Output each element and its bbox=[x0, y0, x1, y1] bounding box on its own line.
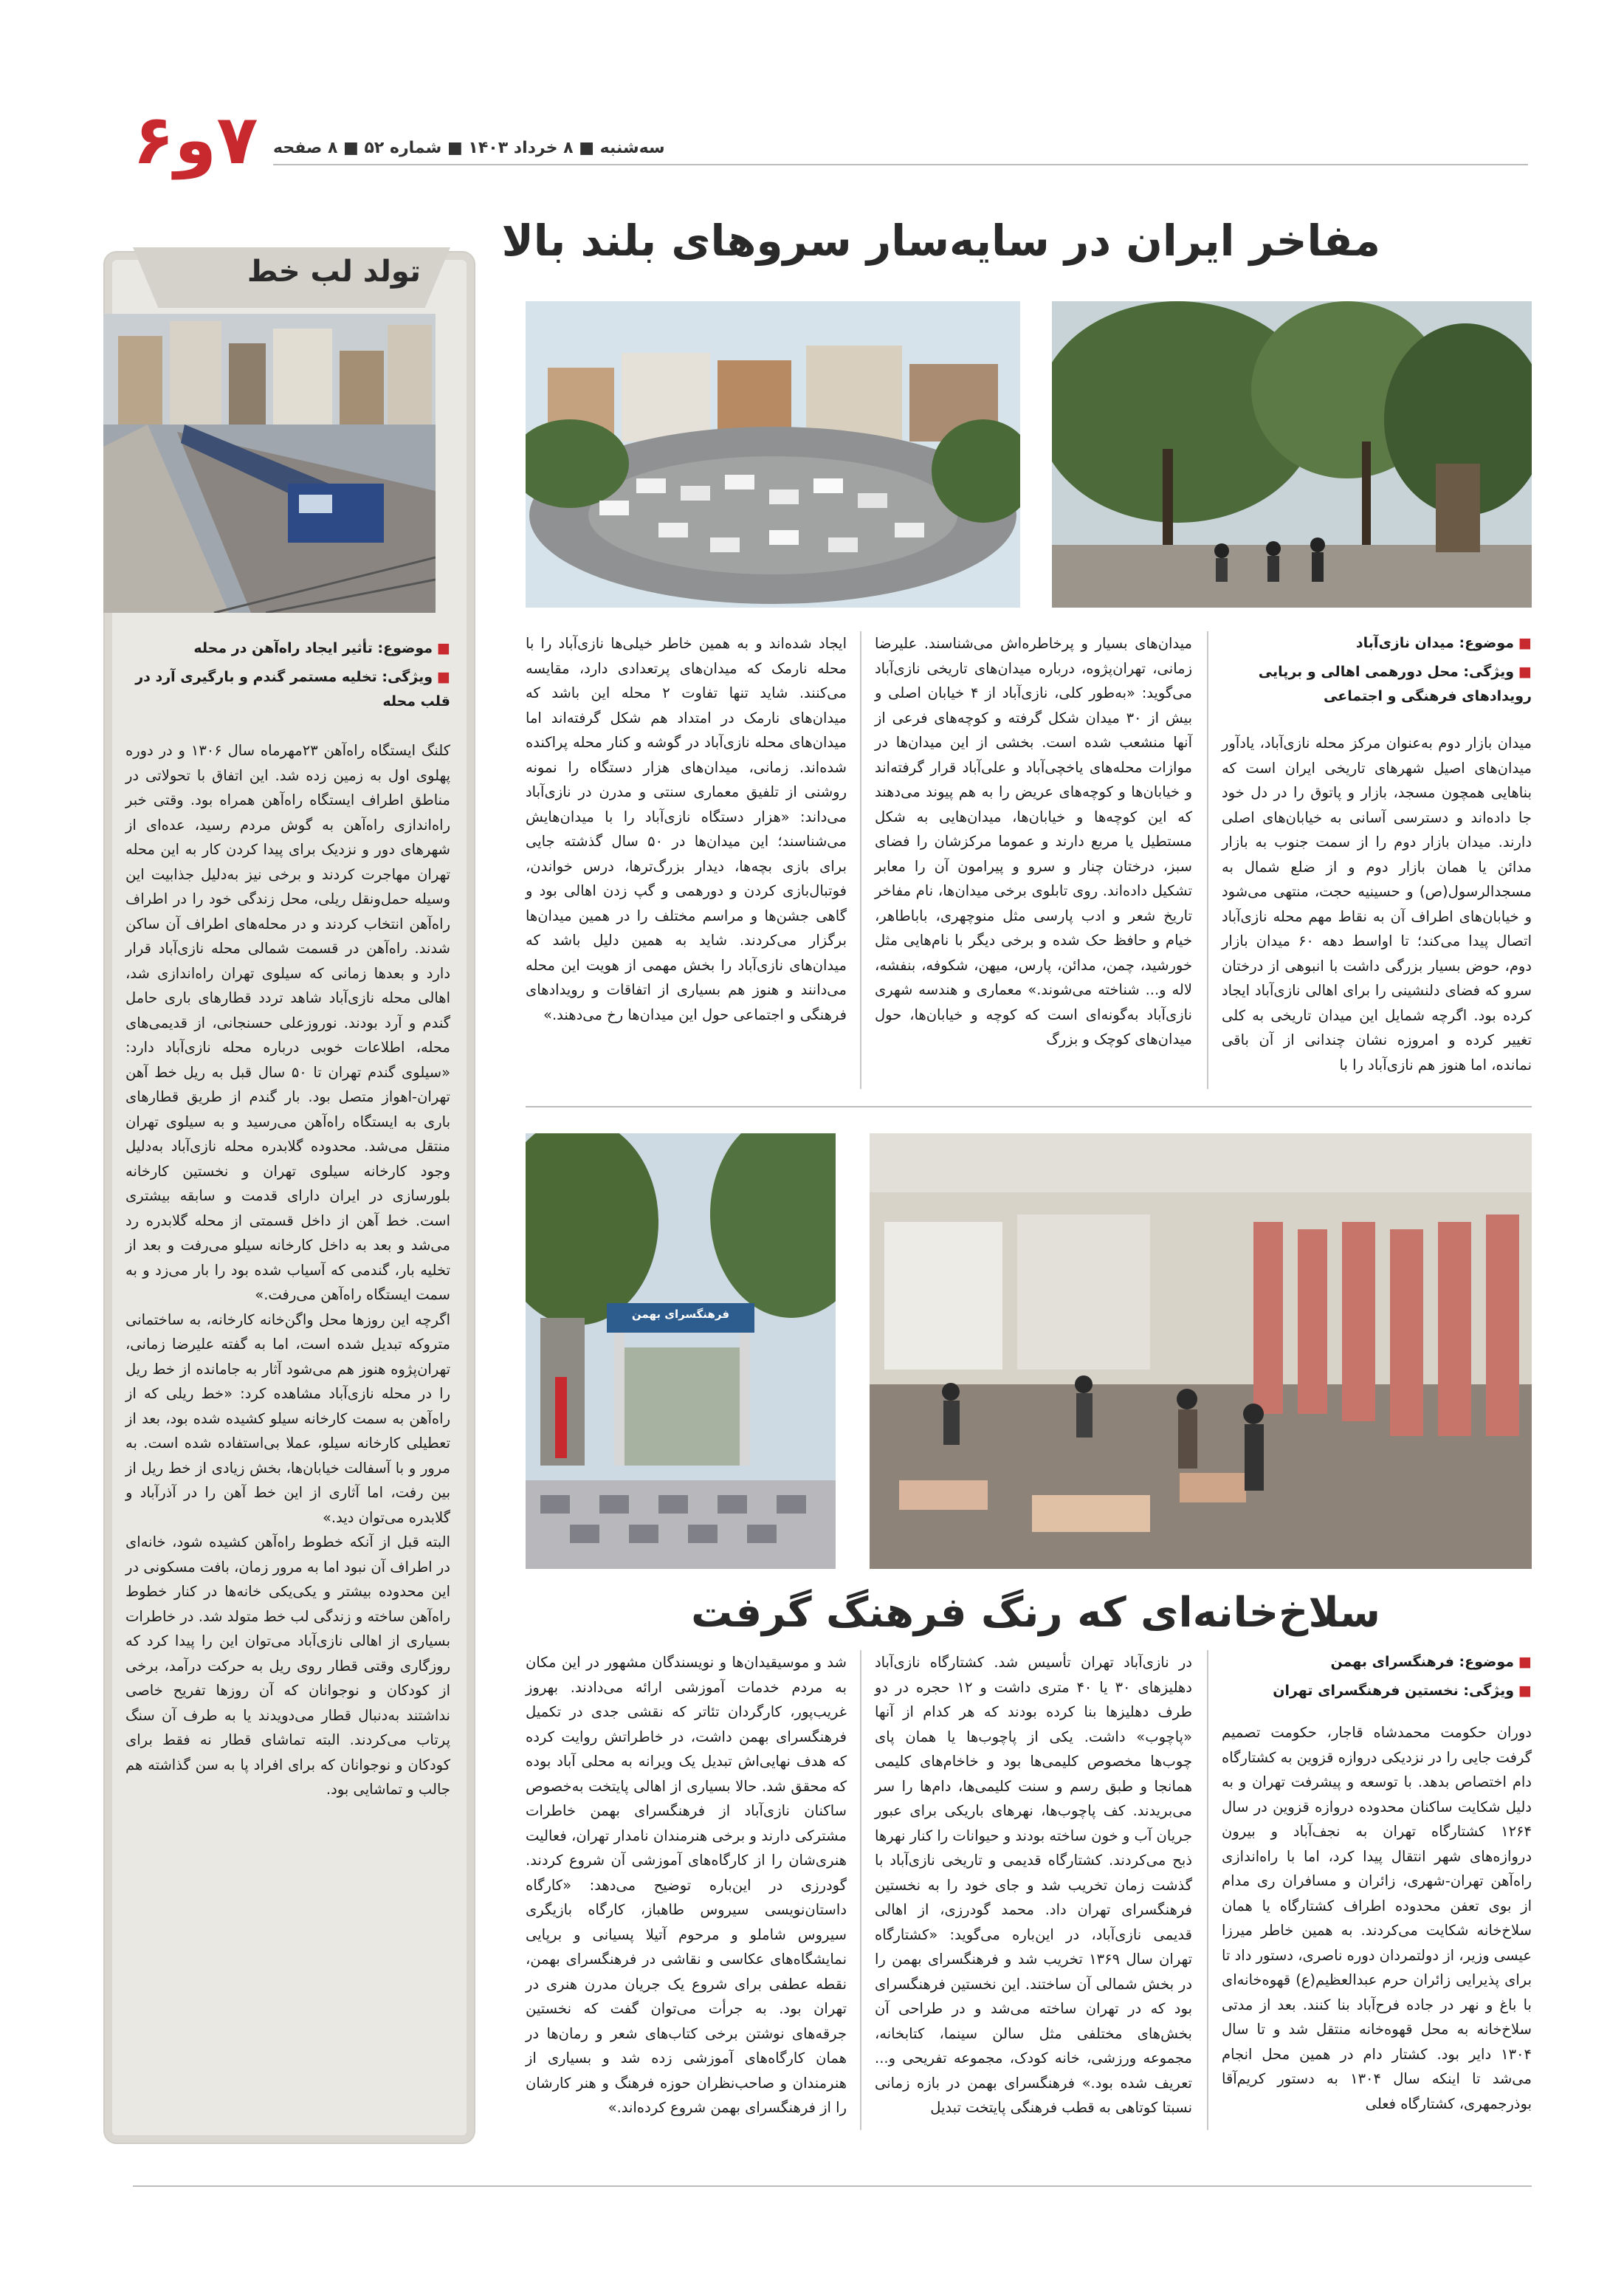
story2-meta-feature: ■ویژگی: نخستین فرهنگسرای تهران bbox=[1273, 1683, 1532, 1699]
story2-divider bbox=[1207, 1650, 1208, 2130]
story2-slaughterhouse-photo bbox=[870, 1133, 1532, 1569]
slaughterhouse-photo-icon bbox=[870, 1133, 1532, 1569]
story1-col3: ایجاد شده‌اند و به همین خاطر خیلی‌ها نازی‌آباد را با محله نارمک که میدان‌های پرتعدادی دارد، مقایسه می‌کنند. شاید تنها تفاوت ۲ محله این باشد که میدان‌های نارمک در امتداد هم شکل گرفته‌اند اما میدان‌های محله نازی‌آباد در گوشه و کنار محله پراکنده شده‌اند. زمانی، میدان‌های هزار دستگاه را نمونه روشنی از تلفیق معماری سنتی و مدرن در نازی‌آباد می‌داند: «هزار دستگاه نازی‌آباد را با میدان‌هایش می‌شناسند؛ این میدان‌ها در ۵۰ سال گذشته جایی برای بازی بچه‌ها، دیدار بزرگ‌ترها، درس خواندن، فوتبال‌بازی کردن و دورهمی و گپ زدن اهالی بود و گاهی جشن‌ها و مراسم مختلف را در همین میدان‌ها برگزار می‌کردند. شاید به همین دلیل باشد که میدان‌های نازی‌آباد را بخش مهمی از هویت این محله می‌دانند و هنوز هم بسیاری از اتفاقات و رویدادهای فرهنگی و اجتماعی حول این میدان‌ها رخ می‌دهند.» bbox=[526, 635, 847, 1023]
story1-meta-feature: ■ویژگی: محل دورهمی اهالی و برپایی رویدادهای فرهنگی و اجتماعی bbox=[1258, 664, 1532, 704]
bahman-gate-photo-icon bbox=[526, 1133, 836, 1569]
sidebar-paragraph: کلنگ ایستگاه راه‌آهن ۲۳مهرماه سال ۱۳۰۶ و در دوره پهلوی اول به زمین زده شد. این اتفاق با تحولاتی در مناطق اطراف ایستگاه راه‌آهن همراه بود. وقتی خبر راه‌اندازی راه‌آهن به گوش مردم رسید، عده‌ای از شهرهای دور و نزدیک برای پیدا کردن کار به این محله تهران مهاجرت کردند و برخی نیز به‌دلیل جذابیت این وسیله حمل‌ونقل ریلی، محل زندگی خود را در اطراف راه‌آهن انتخاب کردند و در محله‌های اطراف آن ساکن شدند. راه‌آهن در قسمت شمالی محله نازی‌آباد قرار دارد و بعدها زمانی که سیلوی تهران راه‌اندازی شد، اهالی محله نازی‌آباد شاهد تردد قطارهای باری حامل گندم و آرد بودند. نوروزعلی حسنجانی، از قدیمی‌های محله، اطلاعات خوبی درباره محله نازی‌آباد دارد: «سیلوی گندم تهران تا ۵۰ سال قبل به ریل خط آهن تهران-اهواز متصل بود. بار گندم از طریق قطارهای باری به ایستگاه راه‌آهن می‌رسید و به سیلوی تهران منتقل می‌شد. محدوده گلابدره محله نازی‌آباد به‌دلیل وجود کارخانه سیلوی تهران و نخستین کارخانه بلورسازی در ایران دارای قدمت و سابقه بیشتری است. خط آهن از داخل قسمتی از محله گلابدره رد می‌شد و بعد به داخل کارخانه سیلو می‌رفت و بعد از تخلیه بار، گندمی که آسیاب شده بود را بار می‌زد و به سمت ایستگاه راه‌آهن می‌رفت.» bbox=[125, 742, 450, 1303]
story2-meta bbox=[1222, 1650, 1532, 1708]
sidebar-meta-feature: ■ویژگی: تخلیه مستمر گندم و بارگیری آرد در قلب محله bbox=[135, 669, 450, 710]
sidebar-paragraph: اگرچه این روزها محل واگن‌خانه کارخانه، به ساختمانی متروکه تبدیل شده است، اما به گفته علیرضا زمانی، تهران‌پژوه هنوز هم می‌شود آثار به جامانده از خط ریل را در محله نازی‌آباد مشاهده کرد: «خط ریلی که از راه‌آهن به سمت کارخانه سیلو کشیده شده بود، بعد از تعطیلی کارخانه سیلو، عملا بی‌استفاده شده است. به مرور و با آسفالت خیابان‌ها، بخش زیادی از خط ریل از بین رفت، اما آثاری از این خط آهن را در آذرآباد و گلابدره می‌توان دید.» bbox=[125, 1311, 450, 1526]
story1-park-photo bbox=[1052, 301, 1532, 608]
story2-meta-topic: ■موضوع: فرهنگسرای بهمن bbox=[1330, 1654, 1532, 1670]
story1-square-photo bbox=[526, 301, 1020, 608]
story1-divider bbox=[860, 631, 861, 1089]
story1-col2: میدان‌های بسیار و پرخاطره‌اش می‌شناسند. علیرضا زمانی، تهران‌پژوه، درباره میدان‌های تاریخی نازی‌آباد می‌گوید: «به‌طور کلی، نازی‌آباد از ۴ خیابان اصلی و بیش از ۳۰ میدان شکل گرفته و کوچه‌های فرعی از آنها منشعب شده است. بخشی از این میدان‌ها در موازات محله‌های یاخچی‌آباد و علی‌آباد قرار گرفته‌اند و خیابان‌ها و کوچه‌های عریض را به هم پیوند می‌دهند که این کوچه‌ها و خیابان‌ها، میدان‌هایی به شکل مستطیل یا مربع دارند و عموما مرکزشان را فضای سبز، درختان چنار و سرو و پیرامون آن را معابر تشکیل داده‌اند. روی تابلوی برخی میدان‌ها، نام مفاخر تاریخ شعر و ادب پارسی مثل منوچهری، باباطاهر، خیام و حافظ حک شده و برخی دیگر با نام‌هایی مثل خورشید، چمن، مدائن، پارس، میهن، شکوفه، بنفشه، لاله و... شناخته می‌شوند.» معماری و هندسه شهری نازی‌آباد به‌گونه‌ای است که کوچه و خیابان‌ها، حول میدان‌های کوچک و بزرگ bbox=[875, 635, 1192, 1048]
masthead bbox=[111, 100, 1513, 179]
sidebar-title: تولد لب خط bbox=[247, 255, 421, 289]
story1-meta-topic: ■موضوع: میدان نازی‌آباد bbox=[1355, 635, 1532, 651]
sidebar-body bbox=[125, 738, 450, 1802]
story1-meta bbox=[1222, 631, 1532, 713]
story2-gate-photo bbox=[526, 1133, 836, 1569]
footer-rule bbox=[133, 2185, 1532, 2187]
train-photo bbox=[103, 314, 436, 613]
square-parking-photo-icon bbox=[526, 301, 1020, 608]
park-photo-icon bbox=[1052, 301, 1532, 608]
story2-col1: دوران حکومت محمدشاه قاجار، حکومت تصمیم گرفت جایی را در نزدیکی دروازه قزوین به کشتارگاه دام اختصاص بدهد. با توسعه و پیشرفت تهران و به دلیل شکایت ساکنان محدوده دروازه قزوین در سال ۱۲۶۴ کشتارگاه تهران به نجف‌آباد و بیرون دروازه‌های شهر انتقال پیدا کرد، اما با راه‌اندازی راه‌آهن تهران-شهری، زائران و مسافران ری مدام از بوی تعفن محدوده اطراف کشتارگاه یا همان سلاخ‌خانه شکایت می‌کردند. به همین خاطر میرزا عیسی وزیر، از دولتمردان دوره ناصری، دستور داد تا برای پذیرایی زائران حرم عبدالعظیم(ع) قهوه‌خانه‌ای با باغ و نهر در جاده فرح‌آباد بنا کنند. بعد از مدتی سلاخ‌خانه به محل قهوه‌خانه منتقل شد و تا سال ۱۳۰۴ دایر بود. کشتار دام در همین محل انجام می‌شد تا اینکه سال ۱۳۰۴ به دستور کریم‌آقا بوذرجمهری، کشتارگاه فعلی bbox=[1222, 1724, 1532, 2112]
story1-divider bbox=[1207, 631, 1208, 1089]
gate-sign: فرهنگسرای بهمن bbox=[631, 1308, 730, 1321]
story2-divider bbox=[860, 1650, 861, 2130]
sidebar-meta bbox=[125, 636, 450, 718]
section-rule bbox=[526, 1106, 1532, 1107]
story1-col1: میدان بازار دوم به‌عنوان مرکز محله نازی‌آباد، یادآور میدان‌های اصیل شهرهای تاریخی ایران است که بناهایی همچون مسجد، بازار و پاتوق را در دل خود جا داده‌اند و دسترسی آسانی به خیابان‌های اصلی دارند. میدان بازار دوم را از سمت جنوب به بازار مدائن یا همان بازار دوم و از ضلع شمال به مسجدالرسول(ص) و حسینیه حجت، منتهی می‌شود و خیابان‌های اطراف آن به نقاط مهم محله نازی‌آباد اتصال پیدا می‌کند؛ تا اواسط دهه ۶۰ میدان بازار دوم، حوض بسیار بزرگی داشت با انبوهی از درختان سرو که فضای دلنشینی را برای اهالی نازی‌آباد ایجاد کرده بود. اگرچه شمایل این میدان تاریخی به کلی تغییر کرده و امروزه نشان چندانی از آن باقی نمانده، اما هنوز هم نازی‌آباد را با bbox=[1222, 735, 1532, 1074]
story1-headline: مفاخر ایران در سایه‌سار سروهای بلند بالا bbox=[501, 216, 1380, 266]
sidebar-meta-topic: ■موضوع: تأثیر ایجاد راه‌آهن در محله bbox=[193, 640, 450, 656]
story2-col3: شد و موسیقیدان‌ها و نویسندگان مشهور در این مکان به مردم خدمات آموزشی ارائه می‌دادند. بهروز غریب‌پور، کارگردان تئاتر که نقشی جدی در تکمیل فرهنگسرای بهمن داشت، در خاطراتش روایت کرده که هدف نهایی‌اش تبدیل یک ویرانه به محلی آباد بوده که محقق شد. حالا بسیاری از اهالی پایتخت به‌خصوص ساکنان نازی‌آباد از فرهنگسرای بهمن خاطرات مشترکی دارند و برخی هنرمندان نامدار تهران، فعالیت هنری‌شان را از کارگاه‌های آموزشی آن شروع کردند. گودرزی در این‌باره توضیح می‌دهد: «کارگاه داستان‌نویسی سیروس طاهباز، کارگاه بازیگری سیروس شاملو و مرحوم آتیلا پسیانی و برپایی نمایشگاه‌های عکاسی و نقاشی در فرهنگسرای بهمن، نقطه عطفی برای شروع یک جریان مدرن هنری در تهران بود. به جرأت می‌توان گفت که نخستین جرقه‌های نوشتن برخی کتاب‌های شعر و رمان‌ها در همان کارگاه‌های آموزشی زده شد و بسیاری از هنرمندان و صاحب‌نظران حوزه فرهنگ و هنر کارشان را از فرهنگسرای بهمن شروع کرده‌اند.» bbox=[526, 1654, 847, 2116]
page-numbers: ۷و۶ bbox=[133, 100, 258, 179]
issue-line: سه‌شنبه ■ ۸ خرداد ۱۴۰۳ ■ شماره ۵۲ ■ ۸ صفحه bbox=[273, 139, 665, 157]
sidebar-paragraph: البته قبل از آنکه خطوط راه‌آهن کشیده شود، خانه‌ای در اطراف آن نبود اما به مرور زمان، بافت مسکونی در این محدوده بیشتر و یکی‌یکی خانه‌ها در کنار خطوط راه‌آهن ساخته و زندگی لب خط متولد شد. در خاطرات بسیاری از اهالی نازی‌آباد می‌توان این را پیدا کرد که روزگاری وقتی قطار روی ریل به حرکت درآمد، برخی از کودکان و نوجوانان که آن روزها تفریح خاصی نداشتند به‌دنبال قطار می‌دویدند یا به طرف آن سنگ پرتاب می‌کردند. البته تماشای قطار نه فقط برای کودکان و نوجوانان که برای افراد پا به سن گذاشته هم جالب و تماشایی بود. bbox=[125, 1533, 450, 1798]
story2-headline: سلاخ‌خانه‌ای که رنگ فرهنگ گرفت bbox=[691, 1589, 1380, 1637]
masthead-rule bbox=[273, 164, 1528, 165]
story2-col2: در نازی‌آباد تهران تأسیس شد. کشتارگاه نازی‌آباد دهلیزهای ۳۰ یا ۴۰ متری داشت و ۱۲ حجره در دو طرف دهلیزها بنا کرده بودند که هر کدام از آنها «پاچوب» داشت. یکی از پاچوب‌ها یا همان پای چوب‌ها مخصوص کلیمی‌ها بود و خاخام‌های کلیمی همانجا و طبق رسم و سنت کلیمی‌ها، دام‌ها را سر می‌بریدند. کف پاچوب‌ها، نهرهای باریکی برای عبور جریان آب و خون ساخته بودند و حیوانات را کنار نهرها ذبح می‌کردند. کشتارگاه قدیمی و تاریخی نازی‌آباد با گذشت زمان تخریب شد و جای خود را به نخستین فرهنگسرای تهران داد. محمد گودرزی، از اهالی قدیمی نازی‌آباد، در این‌باره می‌گوید: «کشتارگاه تهران سال ۱۳۶۹ تخریب شد و فرهنگسرای بهمن را در بخش شمالی آن ساختند. این نخستین فرهنگسرای بود که در تهران ساخته می‌شد و در طراحی آن بخش‌های مختلفی مثل سالن سینما، کتابخانه، مجموعه ورزشی، خانه کودک، مجموعه تفریحی و... تعریف شده بود.» فرهنگسرای بهمن در بازه زمانی نسبتا کوتاهی به قطب فرهنگی پایتخت تبدیل bbox=[875, 1654, 1192, 2116]
train-photo-icon bbox=[103, 314, 436, 613]
